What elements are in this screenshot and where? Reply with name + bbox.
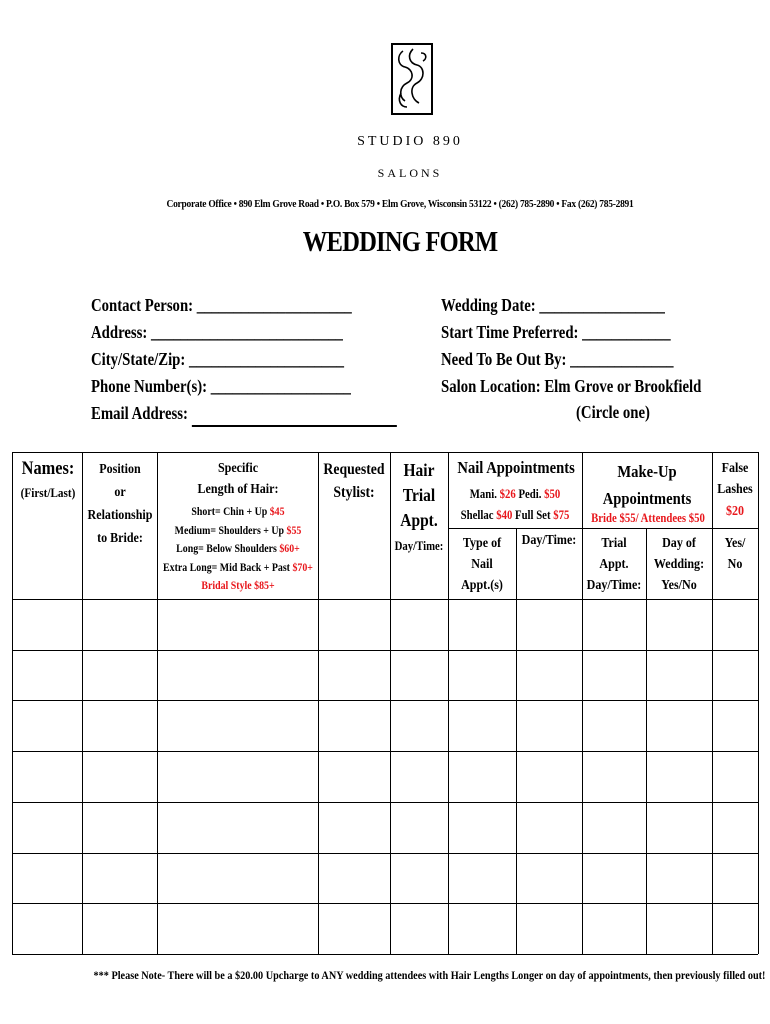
names-subheader: (First/Last) xyxy=(20,485,76,500)
contact-section xyxy=(91,292,397,427)
table-cell[interactable] xyxy=(647,651,712,701)
table-cell[interactable] xyxy=(517,904,582,954)
table-cell[interactable] xyxy=(158,701,318,751)
table-cell[interactable] xyxy=(647,600,712,650)
email-label: Email Address: xyxy=(91,403,192,423)
lashes-price: $20 xyxy=(725,504,745,519)
hair-trial-header: Hair Trial Appt. xyxy=(400,460,438,530)
table-cell[interactable] xyxy=(83,803,157,853)
address-field[interactable]: Address: __________________________ xyxy=(91,322,343,342)
table-cell[interactable] xyxy=(13,904,82,954)
email-field[interactable] xyxy=(91,400,397,427)
form-title: WEDDING FORM xyxy=(302,226,498,258)
table-cell[interactable] xyxy=(449,854,516,904)
table-cell[interactable] xyxy=(391,651,448,701)
position-header: Position or Relationship to Bride: xyxy=(87,462,153,546)
table-cell[interactable] xyxy=(83,752,157,802)
lashes-header: False Lashes xyxy=(717,461,753,497)
wedding-section xyxy=(441,292,701,400)
nail-daytime-header: Day/Time: xyxy=(521,533,577,548)
table-cell[interactable] xyxy=(583,752,646,802)
nail-appointments-header: Nail Appointments xyxy=(457,458,575,477)
circle-one-note: (Circle one) xyxy=(576,402,650,422)
table-cell[interactable] xyxy=(583,904,646,954)
table-cell[interactable] xyxy=(647,701,712,751)
table-cell[interactable] xyxy=(319,904,390,954)
table-cell[interactable] xyxy=(517,752,582,802)
brand-name: STUDIO 890 xyxy=(357,134,463,149)
footer-note: *** Please Note- There will be a $20.00 Upcharge to ANY wedding attendees with Hair Lengths Longer on day of appointments, then previously filled out! xyxy=(93,970,766,982)
table-cell[interactable] xyxy=(517,651,582,701)
table-cell[interactable] xyxy=(713,904,758,954)
table-column-divider xyxy=(758,452,759,954)
makeup-header-divider xyxy=(582,528,758,529)
table-cell[interactable] xyxy=(13,600,82,650)
table-cell[interactable] xyxy=(319,701,390,751)
table-cell[interactable] xyxy=(319,803,390,853)
table-cell[interactable] xyxy=(517,701,582,751)
salon-location-field[interactable]: Salon Location: Elm Grove or Brookfield xyxy=(441,376,702,396)
makeup-prices: Bride $55/ Attendees $50 xyxy=(591,511,705,525)
table-cell[interactable] xyxy=(391,904,448,954)
table-cell[interactable] xyxy=(158,854,318,904)
table-cell[interactable] xyxy=(713,752,758,802)
table-cell[interactable] xyxy=(583,701,646,751)
hair-length-header: Specific Length of Hair: xyxy=(197,461,279,497)
table-cell[interactable] xyxy=(713,803,758,853)
nail-header-divider xyxy=(448,528,582,529)
table-cell[interactable] xyxy=(713,600,758,650)
studio-890-logo xyxy=(391,43,433,115)
names-header: Names: xyxy=(21,458,75,479)
table-cell[interactable] xyxy=(583,854,646,904)
table-cell[interactable] xyxy=(449,904,516,954)
table-cell[interactable] xyxy=(391,854,448,904)
table-cell[interactable] xyxy=(158,651,318,701)
table-cell[interactable] xyxy=(713,701,758,751)
nail-type-header: Type of Nail Appt.(s) xyxy=(461,536,503,593)
stylist-header: Requested Stylist: xyxy=(323,461,385,501)
table-cell[interactable] xyxy=(83,600,157,650)
table-cell[interactable] xyxy=(391,701,448,751)
wedding-date-field[interactable]: Wedding Date: _________________ xyxy=(441,295,665,315)
table-cell[interactable] xyxy=(517,600,582,650)
table-cell[interactable] xyxy=(449,600,516,650)
hair-trial-daytime: Day/Time: xyxy=(394,539,444,553)
brand-subname: SALONS xyxy=(377,166,443,180)
table-cell[interactable] xyxy=(83,651,157,701)
out-by-field[interactable]: Need To Be Out By: ______________ xyxy=(441,349,674,369)
makeup-trial-header: Trial Appt. Day/Time: xyxy=(586,536,642,593)
table-row-divider xyxy=(12,954,758,955)
table-cell[interactable] xyxy=(647,904,712,954)
table-cell[interactable] xyxy=(391,600,448,650)
table-cell[interactable] xyxy=(83,701,157,751)
table-cell[interactable] xyxy=(583,803,646,853)
table-cell[interactable] xyxy=(158,752,318,802)
nail-prices: Mani. $26 Pedi. $50 Shellac $40 Full Set $75 xyxy=(460,487,570,522)
table-cell[interactable] xyxy=(13,803,82,853)
table-cell[interactable] xyxy=(449,701,516,751)
table-cell[interactable] xyxy=(583,600,646,650)
table-cell[interactable] xyxy=(158,803,318,853)
table-cell[interactable] xyxy=(158,904,318,954)
table-cell[interactable] xyxy=(83,854,157,904)
hair-length-prices: Short= Chin + Up $45 Medium= Shoulders + Up $55 Long= Below Shoulders $60+ Extra Long= Mid Back + Past $70+ Bridal Style $85+ xyxy=(163,506,313,592)
table-cell[interactable] xyxy=(13,701,82,751)
table-top-border xyxy=(12,452,758,453)
table-cell[interactable] xyxy=(319,752,390,802)
table-cell[interactable] xyxy=(647,803,712,853)
phone-field[interactable]: Phone Number(s): ___________________ xyxy=(91,376,351,396)
city-state-zip-field[interactable]: City/State/Zip: _____________________ xyxy=(91,349,344,369)
table-cell[interactable] xyxy=(449,651,516,701)
table-cell[interactable] xyxy=(13,651,82,701)
table-cell[interactable] xyxy=(647,752,712,802)
table-cell[interactable] xyxy=(319,600,390,650)
table-cell[interactable] xyxy=(391,752,448,802)
lashes-yesno: Yes/ No xyxy=(724,536,746,572)
table-cell[interactable] xyxy=(713,651,758,701)
table-cell[interactable] xyxy=(13,854,82,904)
table-cell[interactable] xyxy=(647,854,712,904)
makeup-day-of-header: Day of Wedding: Yes/No xyxy=(653,536,705,593)
contact-person-field[interactable]: Contact Person: _____________________ xyxy=(91,295,352,315)
table-cell[interactable] xyxy=(319,854,390,904)
table-cell[interactable] xyxy=(158,600,318,650)
start-time-field[interactable]: Start Time Preferred: ____________ xyxy=(441,322,671,342)
table-cell[interactable] xyxy=(517,854,582,904)
table-cell[interactable] xyxy=(449,752,516,802)
table-cell[interactable] xyxy=(517,803,582,853)
table-cell[interactable] xyxy=(713,854,758,904)
table-cell[interactable] xyxy=(319,651,390,701)
corporate-address-line: Corporate Office • 890 Elm Grove Road • P.O. Box 579 • Elm Grove, Wisconsin 53122 • (262) 785-2890 • Fax (262) 785-2891 xyxy=(166,198,634,210)
table-cell[interactable] xyxy=(391,803,448,853)
table-cell[interactable] xyxy=(583,651,646,701)
table-cell[interactable] xyxy=(13,752,82,802)
makeup-header: Make-Up Appointments xyxy=(602,462,692,508)
table-cell[interactable] xyxy=(83,904,157,954)
table-cell[interactable] xyxy=(449,803,516,853)
